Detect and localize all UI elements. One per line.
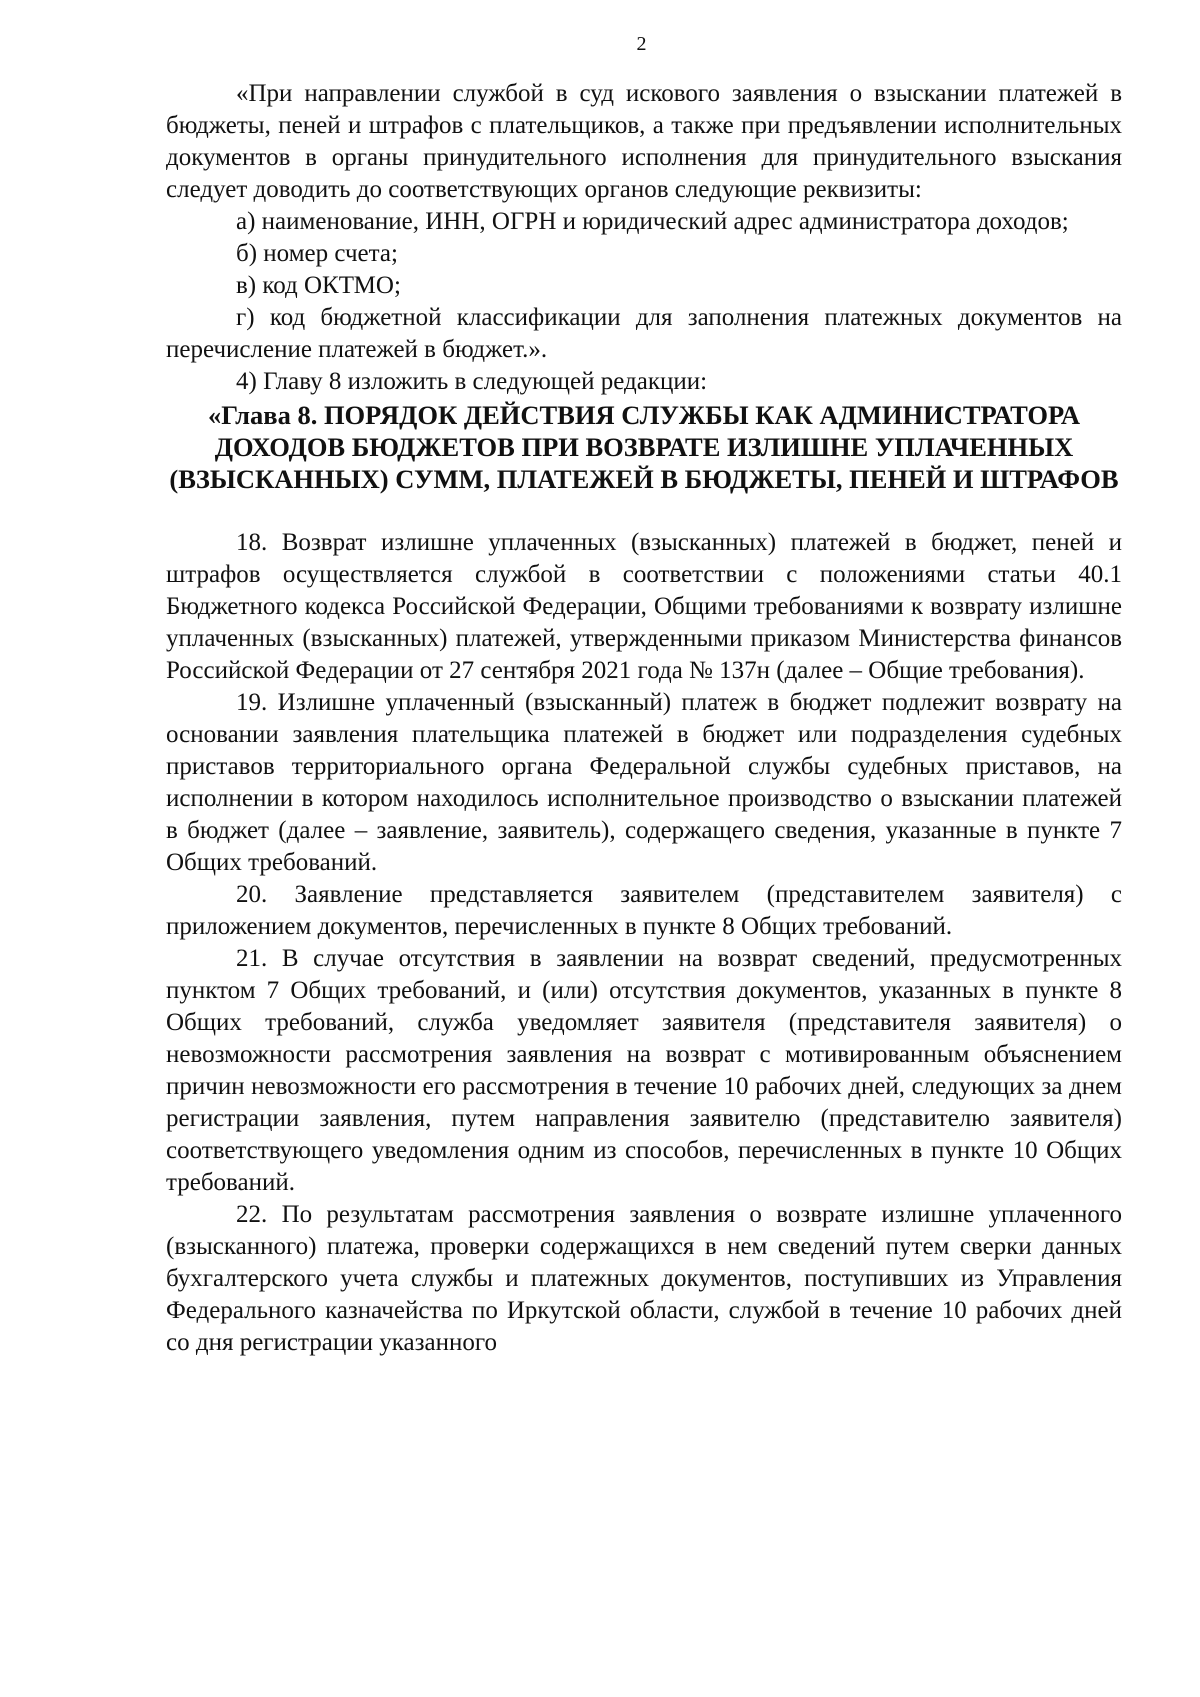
- paragraph-intro: «При направлении службой в суд искового заявления о взыскании платежей в бюджеты, пеней и штрафов с плательщиков, а также при предъявлении исполнительных документов в органы принудительного исполнения для принудительного взыскания следует доводить до соответствующих органов следующие реквизиты:: [166, 80, 1122, 203]
- paragraph-amendment-4: 4) Главу 8 изложить в следующей редакции:: [236, 368, 708, 395]
- page-number: 2: [636, 33, 647, 55]
- paragraph-item-g: г) код бюджетной классификации для заполнения платежных документов на перечисление платежей в бюджет.».: [166, 304, 1122, 363]
- paragraph-item-v: в) код ОКТМО;: [236, 272, 401, 299]
- paragraph-19: 19. Излишне уплаченный (взысканный) платеж в бюджет подлежит возврату на основании заявления плательщика платежей в бюджет или подразделения судебных приставов территориального органа Федеральной службы судебных приставов, на исполнении в котором находилось исполнительное производство о взыскании платежей в бюджет (далее – заявление, заявитель), содержащего сведения, указанные в пункте 7 Общих требований.: [166, 689, 1122, 876]
- paragraph-item-a: а) наименование, ИНН, ОГРН и юридический адрес администратора доходов;: [236, 208, 1069, 235]
- chapter-heading: «Глава 8. ПОРЯДОК ДЕЙСТВИЯ СЛУЖБЫ КАК АДМИНИСТРАТОРА ДОХОДОВ БЮДЖЕТОВ ПРИ ВОЗВРАТЕ ИЗЛИШНЕ УПЛАЧЕННЫХ (ВЗЫСКАННЫХ) СУММ, ПЛАТЕЖЕЙ В БЮДЖЕТЫ, ПЕНЕЙ И ШТРАФОВ: [169, 400, 1119, 494]
- paragraph-21: 21. В случае отсутствия в заявлении на возврат сведений, предусмотренных пунктом 7 Общих требований, и (или) отсутствия документов, указанных в пункте 8 Общих требований, служба уведомляет заявителя (представителя заявителя) о невозможности рассмотрения заявления на возврат с мотивированным объяснением причин невозможности его рассмотрения в течение 10 рабочих дней, следующих за днем регистрации заявления, путем направления заявителю (представителю заявителя) соответствующего уведомления одним из способов, перечисленных в пункте 10 Общих требований.: [166, 945, 1122, 1196]
- paragraph-22: 22. По результатам рассмотрения заявления о возврате излишне уплаченного (взысканного) платежа, проверки содержащихся в нем сведений путем сверки данных бухгалтерского учета службы и платежных документов, поступивших из Управления Федерального казначейства по Иркутской области, службой в течение 10 рабочих дней со дня регистрации указанного: [166, 1201, 1122, 1356]
- paragraph-18: 18. Возврат излишне уплаченных (взысканных) платежей в бюджет, пеней и штрафов осуществляется службой в соответствии с положениями статьи 40.1 Бюджетного кодекса Российской Федерации, Общими требованиями к возврату излишне уплаченных (взысканных) платежей, утвержденными приказом Министерства финансов Российской Федерации от 27 сентября 2021 года № 137н (далее – Общие требования).: [166, 529, 1122, 684]
- paragraph-item-b: б) номер счета;: [236, 240, 398, 267]
- document-body: [166, 78, 1122, 1359]
- paragraph-20: 20. Заявление представляется заявителем (представителем заявителя) с приложением документов, перечисленных в пункте 8 Общих требований.: [166, 881, 1122, 940]
